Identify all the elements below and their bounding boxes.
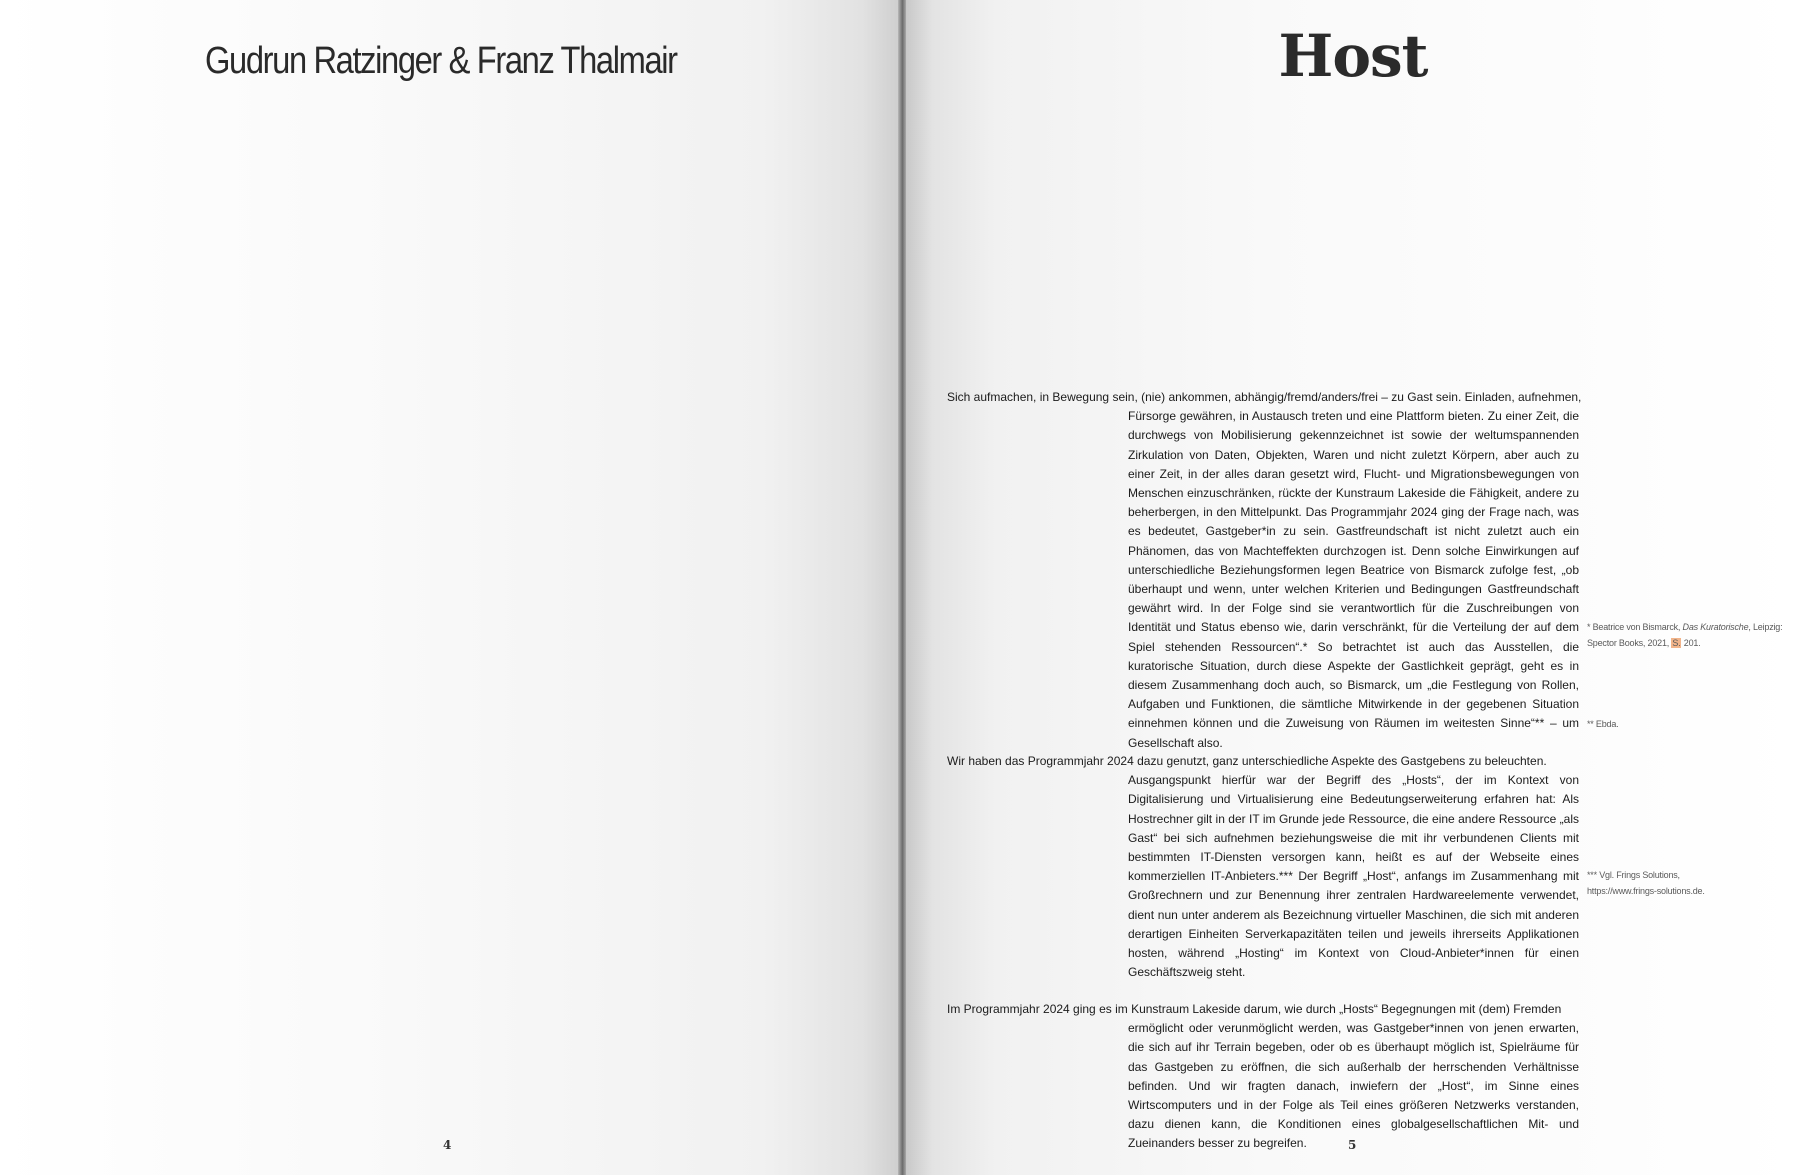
paragraph: [947, 1000, 1579, 1154]
footnote: [1587, 867, 1787, 899]
footnote: [1587, 619, 1787, 651]
footnote: ** Ebda.: [1587, 719, 1619, 729]
footnote-text: *** Vgl. Frings Solutions,: [1587, 870, 1680, 880]
footnote-text: 201.: [1681, 638, 1701, 648]
paragraph-body: Fürsorge gewähren, in Austausch treten und eine Plattform bieten. Zu einer Zeit, die durchwegs von Mobilisierung gekennzeichnet ist sowie der weltumspannenden Zirkulation von Daten, Objekten, Waren und nicht zuletzt Körpern, aber auch zu einer Zeit, in der alles daran gesetzt wird, Flucht- und Migrationsbewegungen von Menschen einzuschränken, rückte der Kunstraum Lakeside die Fähigkeit, andere zu beherbergen, in den Mittelpunkt. Das Programmjahr 2024 ging der Frage nach, was es bedeutet, Gastgeber*in zu sein. Gastfreundschaft ist nicht zuletzt auch ein Phänomen, das von Machteffekten durchzogen ist. Denn solche Einwirkungen auf unterschiedliche Beziehungsformen legen Beatrice von Bismarck zufolge fest, „ob überhaupt und wenn, unter welchen Kriterien und Bedingungen Gastfreundschaft gewährt wird. In der Folge sind sie verantwortlich für die Zuschreibungen von Identität und Status ebenso wie, darin verschränkt, für die Verteilung der auf dem Spiel stehenden Ressourcen“.* So betrachtet ist auch das Ausstellen, die kuratorische Situation, durch diese Aspekte der Gastlichkeit geprägt, geht es in diesem Zusammenhang doch auch, so Bismarck, um „die Festlegung von Rollen, Aufgaben und Funktionen, die sämtliche Mitwirkende in der gegebenen Situation einnehmen können und die Zuweisung von Räumen im weitesten Sinne“** – um Gesellschaft also.: [1128, 409, 1579, 750]
highlighted-text[interactable]: S.: [1672, 638, 1681, 648]
paragraph-body: ermöglicht oder verunmöglicht werden, was Gastgeber*innen von jenen erwarten, die sich auf ihr Terrain begeben, oder ob es überhaupt möglich ist, Spielräume für das Gastgeben zu eröffnen, die sich außerhalb der herrschenden Verhältnisse befinden. Und wir fragten danach, inwiefern der „Host“, im Sinne eines Wirtscomputers und in der Folge als Teil eines größeren Netzwerks verstanden, dazu dienen kann, die Konditionen eines globalgesellschaftlichen Mit- und Zueinanders besser zu begreifen.: [1128, 1021, 1579, 1151]
left-page: [0, 0, 898, 1175]
footnote-text: , Leipzig: Spector Books, 2021,: [1587, 622, 1783, 648]
paragraph-first-line: Im Programmjahr 2024 ging es im Kunstraum Lakeside darum, wie durch „Hosts“ Begegnungen mit (dem) Fremden: [947, 1002, 1562, 1016]
footnote-text: * Beatrice von Bismarck,: [1587, 622, 1683, 632]
footnote-book-title: Das Kuratorische: [1682, 622, 1749, 632]
paragraph-body: Ausgangspunkt hierfür war der Begriff des „Hosts“, der im Kontext von Digitalisierung und Virtualisierung eine Bedeutungserweiterung erfahren hat: Als Hostrechner gilt in der IT im Grunde jede Ressource, die eine andere Ressource „als Gast“ bei sich aufnehmen beziehungsweise die mit ihr verbundenen Clients mit bestimmten IT-Diensten versorgen kann, heißt es auf der Webseite eines kommerziellen IT-Anbieters.*** Der Begriff „Host“, anfangs im Zusammenhang mit Großrechnern und zur Benennung ihrer zentralen Hardwareelemente verwendet, dient nun unter anderem als Bezeichnung virtueller Maschinen, die sich mit anderen derartigen Einheiten Serverkapazitäten teilen und jeweils ihrerseits Applikationen hosten, während „Hosting“ im Kontext von Cloud-Anbieter*innen für einen Geschäftszweig steht.: [1128, 773, 1579, 980]
paragraph-first-line: Sich aufmachen, in Bewegung sein, (nie) ankommen, abhängig/fremd/anders/frei – zu Gast sein. Einladen, aufnehmen,: [947, 390, 1582, 404]
paragraph-first-line: Wir haben das Programmjahr 2024 dazu genutzt, ganz unterschiedliche Aspekte des Gastgebens zu beleuchten.: [947, 754, 1547, 768]
chapter-title: Host: [1278, 22, 1428, 90]
author-title: Gudrun Ratzinger & Franz Thalmair: [205, 40, 677, 82]
footnote-link[interactable]: https://www.frings-solutions.de.: [1587, 886, 1705, 896]
paragraph: [947, 388, 1582, 753]
page-number: 4: [443, 1138, 452, 1152]
paragraph: [947, 752, 1579, 982]
page-number: 5: [1348, 1138, 1357, 1152]
right-page: [906, 0, 1800, 1175]
book-gutter: [898, 0, 906, 1175]
